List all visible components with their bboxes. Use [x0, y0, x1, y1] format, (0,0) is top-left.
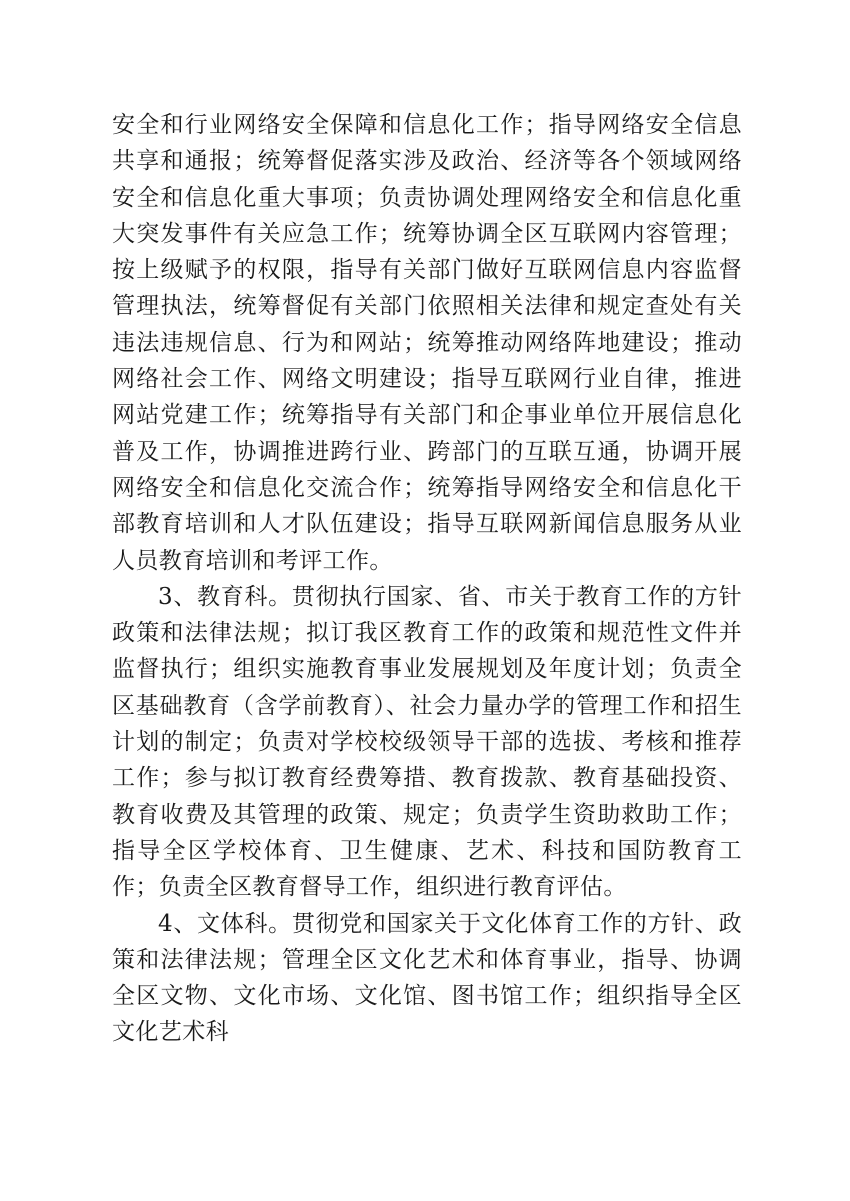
paragraph-culture-sports-section: 4、文体科。贯彻党和国家关于文化体育工作的方针、政策和法律法规；管理全区文化艺术和体育事业，指导、协调全区文物、文化市场、文化馆、图书馆工作；组织指导全区文化艺术科	[112, 910, 742, 1046]
paragraph-education-section: 3、教育科。贯彻执行国家、省、市关于教育工作的方针政策和法律法规；拟订我区教育工作的政策和规范性文件并监督执行；组织实施教育事业发展规划及年度计划；负责全区基础教育（含学前教育）、社会力量办学的管理工作和招生计划的制定；负责对学校校级领导干部的选拔、考核和推荐工作；参与拟订教育经费筹措、教育拨款、教育基础投资、教育收费及其管理的政策、规定；负责学生资助救助工作；指导全区学校体育、卫生健康、艺术、科技和国防教育工作；负责全区教育督导工作，组织进行教育评估。	[112, 583, 742, 901]
paragraph-network-security: 安全和行业网络安全保障和信息化工作；指导网络安全信息共享和通报；统筹督促落实涉及政治、经济等各个领域网络安全和信息化重大事项；负责协调处理网络安全和信息化重大突发事件有关应急工作；统筹协调全区互联网内容管理；按上级赋予的权限，指导有关部门做好互联网信息内容监督管理执法，统筹督促有关部门依照相关法律和规定查处有关违法违规信息、行为和网站；统筹推动网络阵地建设；推动网络社会工作、网络文明建设；指导互联网行业自律，推进网站党建工作；统筹指导有关部门和企事业单位开展信息化普及工作，协调推进跨行业、跨部门的互联互通，协调开展网络安全和信息化交流合作；统筹指导网络安全和信息化干部教育培训和人才队伍建设；指导互联网新闻信息服务从业人员教育培训和考评工作。	[112, 112, 742, 574]
document-body	[112, 107, 742, 1051]
